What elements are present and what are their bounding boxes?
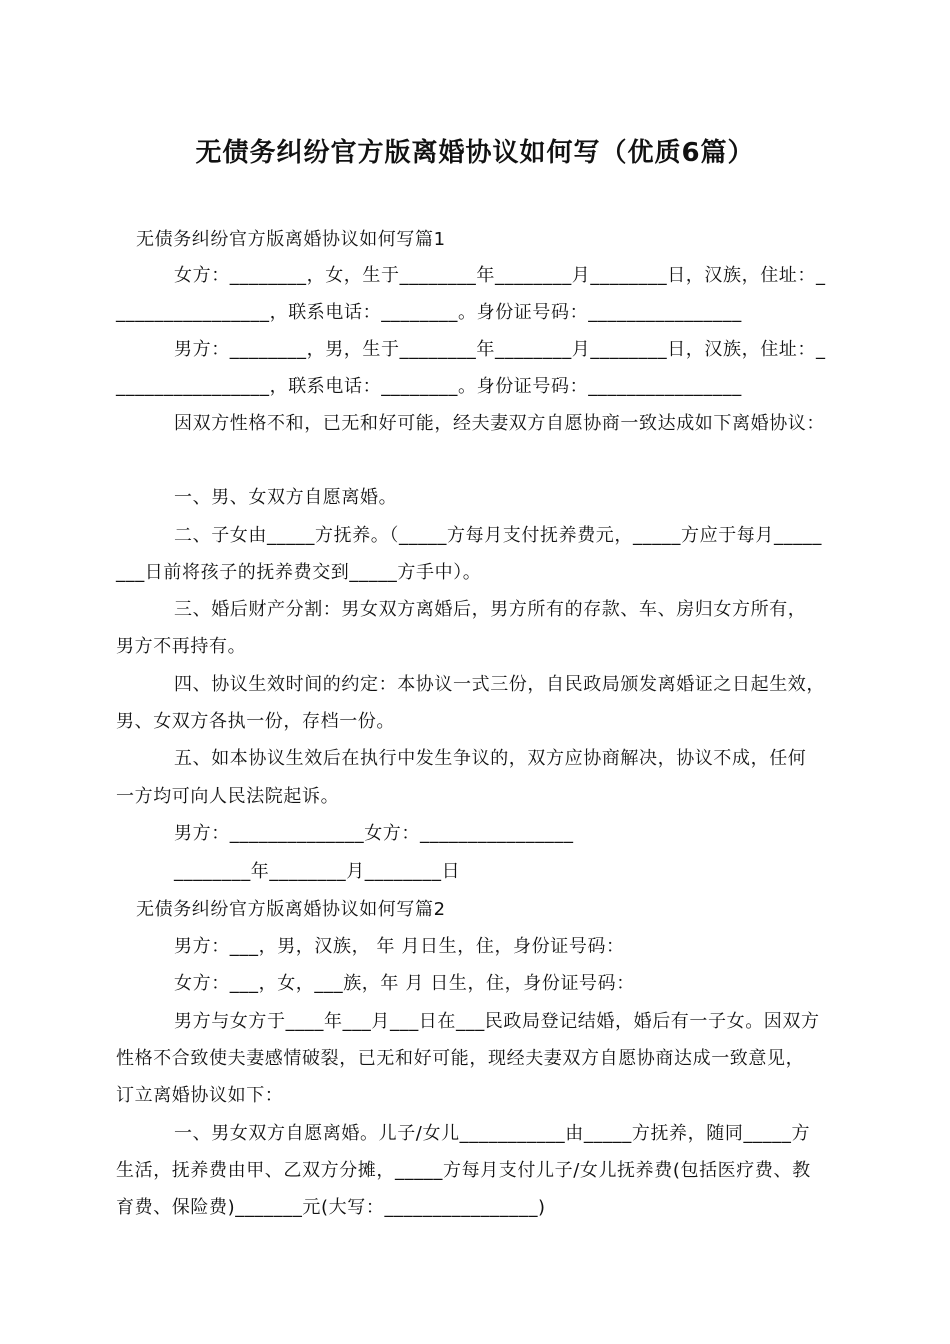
clause-line: 一方均可向人民法院起诉。 bbox=[116, 786, 340, 807]
clause-line: 一、男、女双方自愿离婚。 bbox=[174, 487, 398, 508]
paragraph-line: 女方：________，女，生于________年________月________日，汉族，住址：_ bbox=[174, 265, 826, 286]
signature-line: 男方：______________女方：________________ bbox=[174, 823, 574, 844]
paragraph-line: 性格不合致使夫妻感情破裂，已无和好可能，现经夫妻双方自愿协商达成一致意见， bbox=[116, 1048, 805, 1069]
paragraph-line: ________________，联系电话：________。身份证号码：________________ bbox=[116, 302, 742, 323]
clause-line: 四、协议生效时间的约定：本协议一式三份，自民政局颁发离婚证之日起生效， bbox=[174, 674, 825, 695]
paragraph-line: 男方与女方于____年___月___日在___民政局登记结婚，婚后有一子女。因双方 bbox=[174, 1011, 820, 1032]
clause-line: 三、婚后财产分割：男女双方离婚后，男方所有的存款、车、房归女方所有， bbox=[174, 599, 807, 620]
section-heading-2: 无债务纠纷官方版离婚协议如何写篇2 bbox=[136, 899, 446, 920]
clause-line: 一、男女双方自愿离婚。儿子/女儿___________由_____方抚养，随同_____方 bbox=[174, 1123, 811, 1144]
paragraph-line: ________________，联系电话：________。身份证号码：________________ bbox=[116, 376, 742, 397]
clause-line: 五、如本协议生效后在执行中发生争议的，双方应协商解决，协议不成，任何 bbox=[174, 748, 807, 769]
clause-line: 育费、保险费)_______元(大写：________________) bbox=[116, 1197, 546, 1218]
date-line: ________年________月________日 bbox=[174, 861, 461, 882]
paragraph-line: 订立离婚协议如下： bbox=[116, 1085, 284, 1106]
clause-line: 男、女双方各执一份，存档一份。 bbox=[116, 711, 395, 732]
clause-line: ___日前将孩子的抚养费交到_____方手中）。 bbox=[116, 562, 482, 583]
document-title: 无债务纠纷官方版离婚协议如何写（优质6篇） bbox=[195, 138, 755, 168]
clause-line: 二、子女由_____方抚养。（_____方每月支付抚养费元，_____方应于每月_____ bbox=[174, 525, 822, 546]
paragraph-line: 女方：___，女，___族，年 月 日生，住，身份证号码： bbox=[174, 973, 635, 994]
paragraph-line: 男方：________，男，生于________年________月________日，汉族，住址：_ bbox=[174, 339, 826, 360]
clause-line: 男方不再持有。 bbox=[116, 636, 247, 657]
section-heading-1: 无债务纠纷官方版离婚协议如何写篇1 bbox=[136, 229, 446, 250]
paragraph-line: 男方：___，男，汉族， 年 月日生，住，身份证号码： bbox=[174, 936, 625, 957]
paragraph-line: 因双方性格不和，已无和好可能，经夫妻双方自愿协商一致达成如下离婚协议： bbox=[174, 413, 825, 434]
clause-line: 生活，抚养费由甲、乙双方分摊，_____方每月支付儿子/女儿抚养费(包括医疗费、教 bbox=[116, 1160, 811, 1181]
